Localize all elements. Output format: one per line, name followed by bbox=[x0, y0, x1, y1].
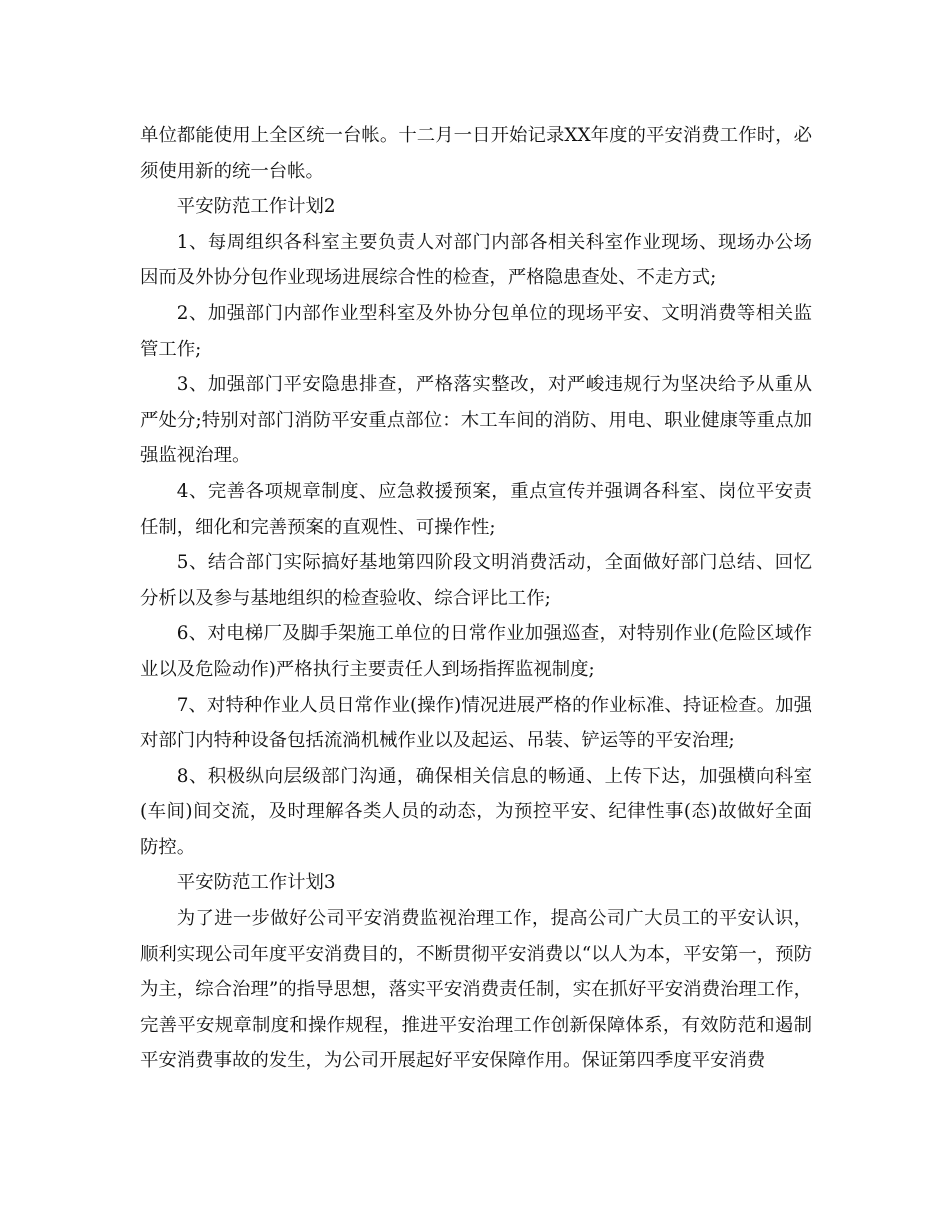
list-item-2: 2、加强部门内部作业型科室及外协分包单位的现场平安、文明消费等相关监管工作; bbox=[140, 302, 812, 360]
paragraph-ledger-note: 单位都能使用上全区统一台帐。十二月一日开始记录XX年度的平安消费工作时，必须使用新的统一台帐。 bbox=[140, 125, 812, 182]
list-item-8: 8、积极纵向层级部门沟通，确保相关信息的畅通、上传下达，加强横向科室(车间)间交流，及时理解各类人员的动态，为预控平安、纪律性事(态)故做好全面防控。 bbox=[140, 765, 812, 858]
list-item-6: 6、对电梯厂及脚手架施工单位的日常作业加强巡查，对特别作业(危险区域作业以及危险动作)严格执行主要责任人到场指挥监视制度; bbox=[140, 623, 812, 680]
list-item-1: 1、每周组织各科室主要负责人对部门内部各相关科室作业现场、现场办公场因而及外协分包作业现场进展综合性的检查，严格隐患查处、不走方式; bbox=[140, 231, 812, 289]
section-heading-plan-2: 平安防范工作计划2 bbox=[176, 196, 336, 218]
list-item-7: 7、对特种作业人员日常作业(操作)情况进展严格的作业标准、持证检查。加强对部门内特种设备包括流淌机械作业以及起运、吊装、铲运等的平安治理; bbox=[140, 694, 812, 752]
section-heading-plan-3: 平安防范工作计划3 bbox=[176, 872, 336, 894]
list-item-5: 5、结合部门实际搞好基地第四阶段文明消费活动，全面做好部门总结、回忆分析以及参与基地组织的检查验收、综合评比工作; bbox=[140, 552, 812, 609]
document-body bbox=[140, 118, 812, 1079]
list-item-4: 4、完善各项规章制度、应急救援预案，重点宣传并强调各科室、岗位平安责任制，细化和完善预案的直观性、可操作性; bbox=[140, 480, 812, 538]
list-item-3: 3、加强部门平安隐患排查，严格落实整改，对严峻违规行为坚决给予从重从严处分;特别对部门消防平安重点部位：木工车间的消防、用电、职业健康等重点加强监视治理。 bbox=[140, 374, 812, 467]
paragraph-plan-3-intro: 为了进一步做好公司平安消费监视治理工作，提高公司广大员工的平安认识，顺利实现公司年度平安消费目的，不断贯彻平安消费以“以人为本，平安第一，预防为主，综合治理”的指导思想，落实平安消费责任制，实在抓好平安消费治理工作，完善平安规章制度和操作规程，推进平安治理工作创新保障体系，有效防范和遏制平安消费事故的发生，为公司开展起好平安保障作用。保证第四季度平安消费 bbox=[140, 908, 812, 1072]
